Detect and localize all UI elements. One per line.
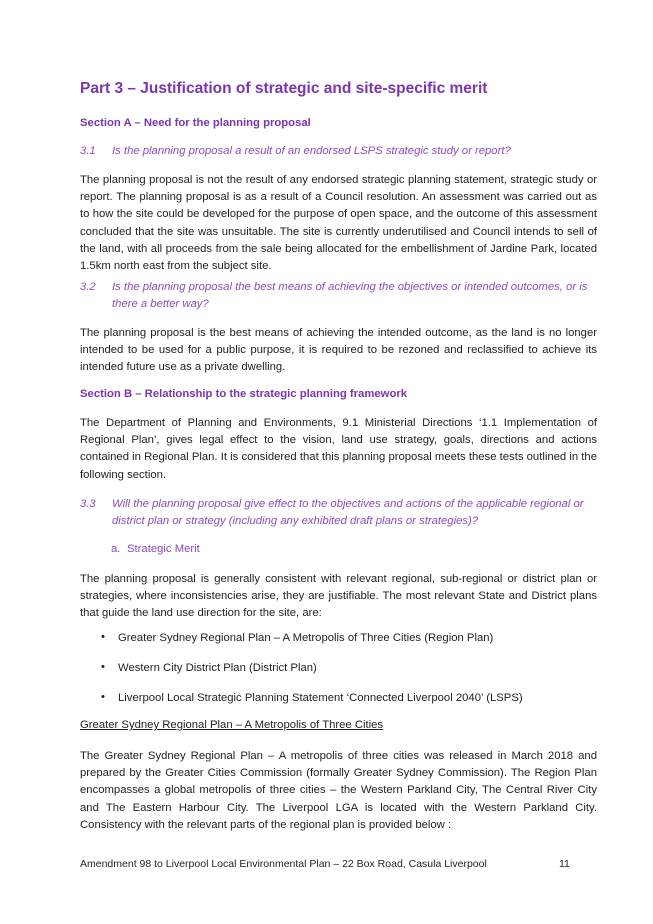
question-3-1	[80, 143, 600, 160]
question-text: Is the planning proposal a result of an endorsed LSPS strategic study or report?	[112, 145, 511, 157]
paragraph-section-b: The Department of Planning and Environments, 9.1 Ministerial Directions ‘1.1 Implementation of Regional Plan’, gives legal effect to the vision, land use strategy, goals, directions and actions contained in Regional Plan. It is considered that this planning proposal meets these tests outlined in the following section.	[80, 417, 597, 481]
part-title: Part 3 – Justification of strategic and site-specific merit	[80, 80, 488, 97]
bullet-icon: •	[101, 631, 105, 643]
bullet-icon: •	[101, 691, 105, 703]
question-text: Will the planning proposal give effect to the objectives and actions of the applicable regional or district plan or strategy (including any exhibited draft plans or strategies)?	[112, 498, 584, 527]
bullet-icon: •	[101, 661, 105, 673]
page-number: 11	[559, 858, 570, 870]
paragraph-3-1: The planning proposal is not the result of any endorsed strategic planning statement, strategic study or report. The planning proposal is as a result of a Council resolution. An assessment was carried out as to how the site could be developed for the purpose of open space, and the outcome of this assessment concluded that the site was unsuitable. The site is currently underutilised and Council intends to sell of the land, with all proceeds from the sale being allocated for the embellishment of Jardine Park, located 1.5km north east from the subject site.	[80, 174, 597, 273]
bullet-item	[101, 632, 591, 644]
sub-letter: a.	[111, 543, 121, 555]
bullet-text: Greater Sydney Regional Plan – A Metropolis of Three Cities (Region Plan)	[118, 632, 494, 644]
paragraph-3-3: The planning proposal is generally consistent with relevant regional, sub-regional or district plan or strategies, where inconsistencies arise, they are justifiable. The most relevant State and District plans that guide the land use direction for the site, are:	[80, 573, 597, 620]
paragraph-gsrp: The Greater Sydney Regional Plan – A metropolis of three cities was released in March 2018 and prepared by the Greater Cities Commission (formally Greater Sydney Commission). The Region Plan encompasses a global metropolis of three cities – the Western Parkland City, The Central River City and The Eastern Harbour City. The Liverpool LGA is located with the Western Parkland City. Consistency with the relevant parts of the regional plan is provided below :	[80, 750, 597, 831]
bullet-item	[101, 692, 591, 704]
sub-text: Strategic Merit	[127, 543, 200, 555]
bullet-text: Liverpool Local Strategic Planning Statement ‘Connected Liverpool 2040’ (LSPS)	[118, 692, 523, 704]
question-number: 3.3	[80, 498, 96, 510]
gsrp-heading: Greater Sydney Regional Plan – A Metropolis of Three Cities	[80, 719, 384, 731]
bullet-item	[101, 662, 591, 674]
question-3-2	[80, 279, 600, 313]
question-number: 3.2	[80, 281, 96, 293]
section-a-heading: Section A – Need for the planning proposal	[80, 117, 311, 129]
bullet-text: Western City District Plan (District Plan)	[118, 662, 317, 674]
paragraph-3-2: The planning proposal is the best means of achieving the intended outcome, as the land is no longer intended to be used for a public purpose, it is required to be rezoned and reclassified to achieve its intended future use as a private dwelling.	[80, 327, 597, 374]
section-b-heading: Section B – Relationship to the strategic planning framework	[80, 388, 408, 400]
footer-text: Amendment 98 to Liverpool Local Environmental Plan – 22 Box Road, Casula Liverpool	[80, 858, 487, 870]
subheading-strategic-merit	[111, 543, 200, 555]
question-number: 3.1	[80, 145, 96, 157]
question-3-3	[80, 496, 600, 530]
question-text: Is the planning proposal the best means of achieving the objectives or intended outcomes, or is there a better way?	[112, 281, 588, 310]
